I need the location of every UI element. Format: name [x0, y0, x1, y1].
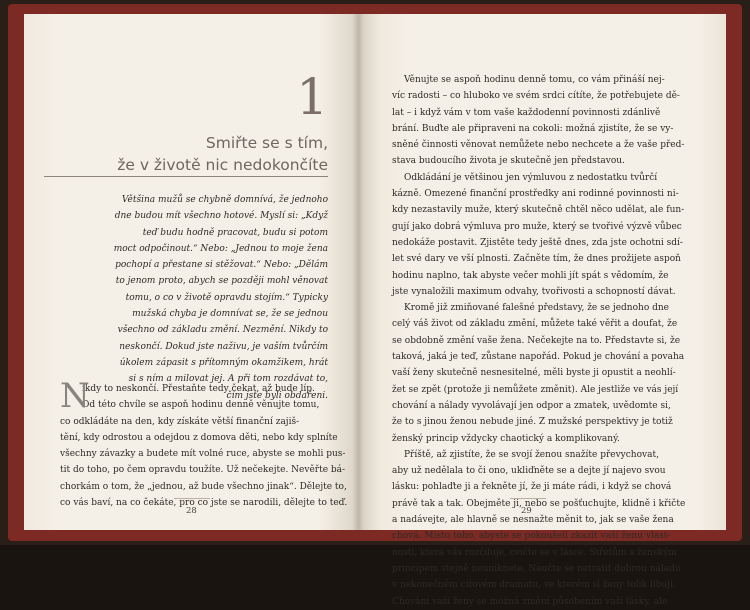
right-page — [358, 14, 726, 607]
intro-line: to jenom proto, abych se později mohl věnovat — [115, 276, 328, 287]
text-line: kdy nezastavily muže, který skutečně chtěl něco udělat, ale fun- — [392, 205, 685, 216]
text-line: tění, kdy odrostou a odejdou z domova děti, nebo kdy splníte — [60, 432, 338, 443]
chapter-title-line: Smiřte se s tím, — [205, 134, 328, 152]
text-line: se obdobně změní vaše žena. Nečekejte na to. Představte si, že — [392, 335, 681, 346]
text-line: stava budoucího života je skutečně jen představou. — [392, 156, 625, 167]
text-line: žet se zpět (protože ji nemůžete změnit). Ale jestliže ve vás její — [392, 384, 679, 395]
text-line: chová. Místo toho, abyste se pokoušeli zkazit vaší ženu vlast- — [392, 531, 671, 542]
text-line: principem stejně neuniknete. Naučte se netratit dobrou náladu — [392, 563, 681, 574]
text-line: v nekonečném citovém dramatu, ve kterém si ženy tolik libují. — [392, 580, 676, 591]
intro-line: tomu, o co v životě opravdu stojím.“ Typicky — [125, 292, 328, 303]
text-line: ikdy to neskončí. Přestaňte tedy čekat, až bude líp. — [82, 384, 315, 394]
intro-line: všechno od základu změní. Nezmění. Nikdy to — [117, 325, 328, 336]
text-line: Od této chvíle se aspoň hodinu denně věnujte tomu, — [82, 400, 320, 411]
book-gutter — [352, 14, 364, 530]
text-line: nosti, která vás rozčiluje, cvičte se v lásce. Střetům s ženským — [392, 547, 677, 558]
page-number-right: 29 — [521, 506, 532, 516]
text-line: a nadávejte, ale hlavně se nesnažte měnit to, jak se vaše žena — [392, 515, 674, 526]
text-line: ženský princip vždycky chaotický a komplikovaný. — [392, 433, 620, 444]
text-line: právě tak a tak. Obejměte ji, nebo se pošťuchujte, klidně i křičte — [392, 498, 686, 509]
chapter-intro — [60, 192, 328, 404]
text-line: co vás baví, na co čekáte, pro co jste se narodili, dělejte to teď. — [60, 498, 348, 509]
intro-line: dne budou mít všechno hotové. Myslí si: „Když — [114, 211, 328, 222]
text-line: chorkám o tom, že „jednou, až bude všechno jinak“. Dělejte to, — [60, 481, 347, 492]
chapter-number: 1 — [296, 68, 328, 126]
chapter-title — [98, 132, 328, 176]
text-line: let své dary ve vší plnosti. Začněte tím, že dnes prožijete aspoň — [392, 254, 681, 265]
page-number-rule — [510, 498, 546, 499]
text-line: víc radosti – co hluboko ve svém srdci cítíte, že potřebujete dě- — [392, 91, 680, 102]
text-line: že to s jinou ženou nebude jiné. Z mužské perspektivy je totiž — [392, 417, 673, 428]
text-line: aby už nedělala to či ono, ukliďněte se a dejte jí najevo svou — [392, 466, 666, 477]
text-line: lat – i když vám v tom vaše každodenní povinnosti zdánlivě — [392, 107, 661, 118]
text-line: jste vynaložili maximum odvahy, tvořivosti a schopností dávat. — [392, 286, 676, 297]
page-number-rule — [174, 498, 210, 499]
text-line: brání. Buďte ale připraveni na cokoli: možná zjistíte, že se vy- — [392, 123, 674, 134]
intro-line: mužská chyba je domnívat se, že se jednou — [132, 309, 328, 320]
text-line: všechny závazky a budete mít volné ruce, abyste se mohli pus- — [60, 449, 346, 460]
text-line: tit do toho, po čem opravdu toužíte. Už nečekejte. Nevěřte bá- — [60, 465, 346, 476]
drop-cap: N — [60, 376, 90, 416]
text-line: Chování vaší ženy se možná změní působením vaší lásky, ale — [392, 596, 668, 607]
text-line: nedokáže postavit. Zjistěte tedy ještě dnes, zda jste ochotni sdí- — [392, 237, 683, 248]
text-line: hodinu naplno, tak abyste večer mohli jít spát s vědomím, že — [392, 270, 669, 281]
page-number-left: 28 — [186, 506, 197, 516]
intro-line: teď budu hodně pracovat, budu si potom — [142, 227, 328, 238]
text-line: sněné činnosti věnovat nemůžete nebo nechcete a že vaše před- — [392, 140, 685, 151]
text-line: kázně. Omezené finanční prostředky ani rodinné povinnosti ni- — [392, 189, 679, 200]
right-body-text — [392, 72, 690, 610]
text-line: celý váš život od základu změní, můžete také věřit a doufat, že — [392, 319, 678, 330]
text-line: gují jako dobrá výmluva pro muže, který se tvořivé výzvě vůbec — [392, 221, 682, 232]
intro-line: pochopí a přestane si stěžovat.“ Nebo: „Dělám — [115, 260, 328, 271]
intro-line: Většina mužů se chybně domnívá, že jednoho — [121, 195, 328, 205]
text-line: Věnujte se aspoň hodinu denně tomu, co vám přináší nej- — [404, 75, 665, 85]
left-page — [24, 14, 358, 530]
intro-line: úkolem zápasit s přítomným okamžikem, hrát — [119, 357, 328, 368]
text-line: lásku: pohlaďte ji a řekněte jí, že ji máte rádi, i když se chová — [392, 482, 672, 493]
text-line: taková, jaká je teď, zůstane napořád. Pokud je chování a povaha — [392, 352, 685, 363]
text-line: Příště, až zjistíte, že se svojí ženou snažíte převychovat, — [404, 449, 659, 460]
chapter-title-line: že v životě nic nedokončíte — [117, 156, 328, 174]
text-line: Odkládání je většinou jen výmluvou z nedostatku tvůrčí — [404, 172, 658, 183]
text-line: co odkládáte na den, kdy získáte větší finanční zajiš- — [60, 416, 300, 427]
intro-line: moct odpočinout.“ Nebo: „Jednou to moje žena — [113, 243, 328, 254]
text-line: vaší ženy skutečně nesnesitelné, měli byste ji opustit a neohlí- — [392, 368, 676, 379]
intro-line: čím jste byli obdařeni. — [226, 390, 328, 401]
chapter-divider — [44, 176, 328, 177]
text-line: Kromě již zmiňované falešné představy, že se jednoho dne — [404, 303, 669, 314]
text-line: chování a nálady vyvolávají jen odpor a zmatek, uvědomte si, — [392, 400, 671, 411]
intro-line: si s ním a milovat jej. A při tom rozdávat to, — [128, 374, 328, 385]
intro-line: neskončí. Dokud jste naživu, je vaším tvůrčím — [119, 341, 328, 352]
